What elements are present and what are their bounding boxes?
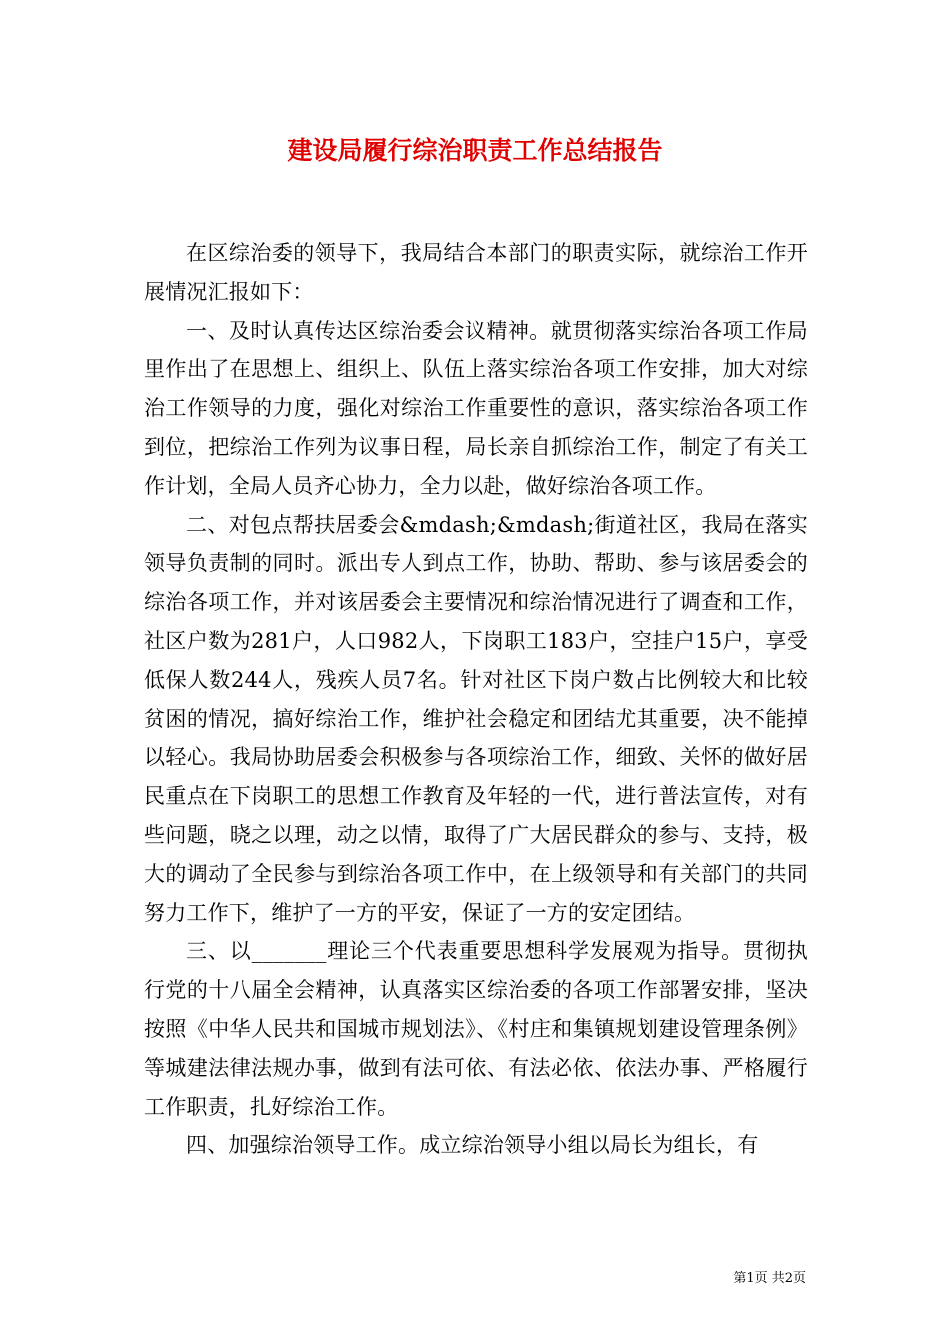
paragraph-intro: 在区综治委的领导下，我局结合本部门的职责实际，就综治工作开展情况汇报如下：: [144, 241, 808, 304]
document-title: 建设局履行综治职责工作总结报告: [287, 136, 663, 165]
paragraph-section-1: 一、及时认真传达区综治委会议精神。就贯彻落实综治各项工作局里作出了在思想上、组织上、队伍上落实综治各项工作安排，加大对综治工作领导的力度，强化对综治工作重要性的意识，落实综治各项工作到位，把综治工作列为议事日程，局长亲自抓综治工作，制定了有关工作计划，全局人员齐心协力，全力以赴，做好综治各项工作。: [144, 318, 808, 498]
page-number: 第1页 共2页: [733, 1271, 806, 1286]
paragraph-section-4: 四、加强综治领导工作。成立综治领导小组以局长为组长，有: [186, 1133, 759, 1158]
document-body: [144, 234, 808, 1165]
paragraph-section-3: 三、以_______理论三个代表重要思想科学发展观为指导。贯彻执行党的十八届全会精神，认真落实区综治委的各项工作部署安排，坚决按照《中华人民共和国城市规划法》、《村庄和集镇规划建设管理条例》等城建法律法规办事，做到有法可依、有法必依、依法办事、严格履行工作职责，扎好综治工作。: [144, 939, 808, 1119]
paragraph-section-2: 二、对包点帮扶居委会&mdash;&mdash;街道社区，我局在落实领导负责制的同时。派出专人到点工作，协助、帮助、参与该居委会的综治各项工作，并对该居委会主要情况和综治情况进行了调查和工作，社区户数为281户，人口982人，下岗职工183户，空挂户15户，享受低保人数244人，残疾人员7名。针对社区下岗户数占比例较大和比较贫困的情况，搞好综治工作，维护社会稳定和团结尤其重要，决不能掉以轻心。我局协助居委会积极参与各项综治工作，细致、关怀的做好居民重点在下岗职工的思想工作教育及年轻的一代，进行普法宣传，对有些问题，晓之以理，动之以情，取得了广大居民群众的参与、支持，极大的调动了全民参与到综治各项工作中，在上级领导和有关部门的共同努力工作下，维护了一方的平安，保证了一方的安定团结。: [144, 512, 808, 925]
